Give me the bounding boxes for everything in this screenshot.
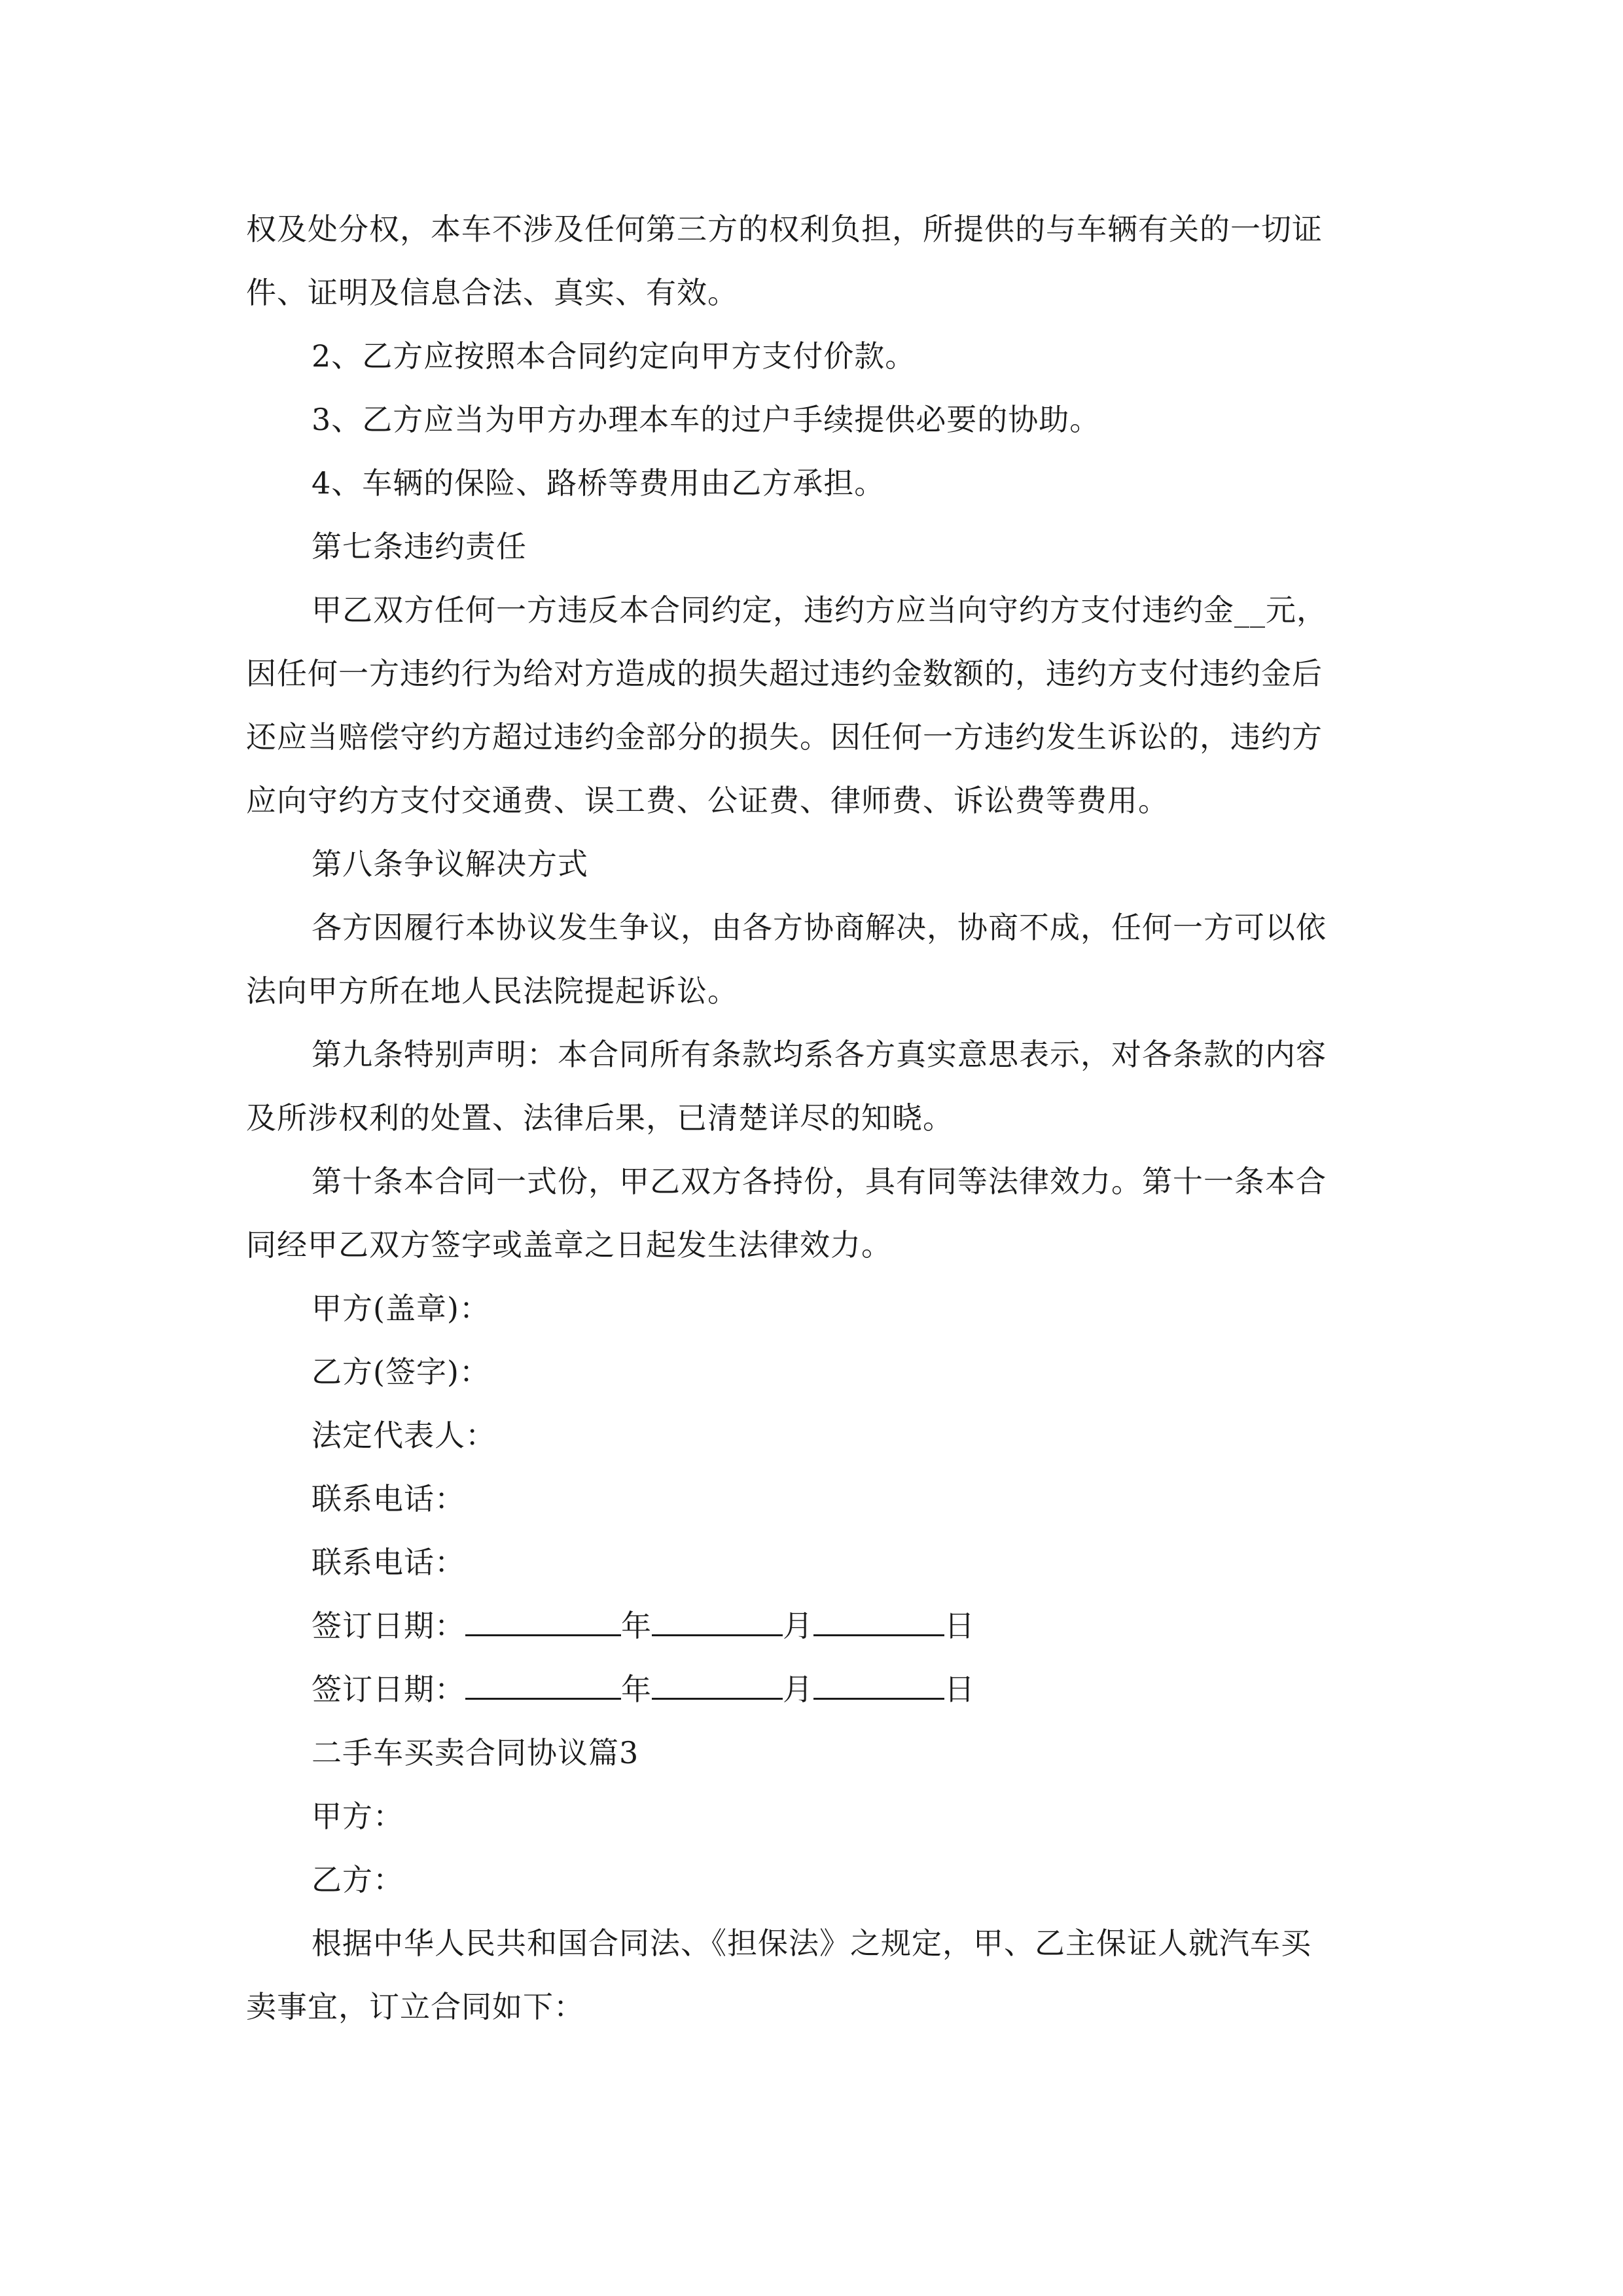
year-blank	[465, 1608, 621, 1636]
month-label: 月	[783, 1608, 813, 1643]
party-a-label: 甲方：	[312, 1799, 404, 1834]
paragraph-line: 及所涉权利的处置、法律后果，已清楚详尽的知晓。	[246, 1100, 954, 1136]
paragraph-line: 同经甲乙双方签字或盖章之日起发生法律效力。	[246, 1227, 892, 1263]
legal-rep-label: 法定代表人：	[312, 1418, 496, 1453]
section-heading: 第八条争议解决方式	[312, 846, 588, 882]
section-heading: 第七条违约责任	[312, 529, 527, 564]
day-blank	[813, 1608, 944, 1636]
paragraph-line: 应向守约方支付交通费、误工费、公证费、律师费、诉讼费等费用。	[246, 783, 1169, 818]
paragraph-line: 卖事宜，订立合同如下：	[246, 1989, 584, 2024]
month-label: 月	[783, 1672, 813, 1707]
year-label: 年	[621, 1672, 652, 1707]
phone-label: 联系电话：	[312, 1481, 465, 1516]
sign-date-row	[312, 1606, 975, 1645]
year-blank	[465, 1672, 621, 1700]
clause-item: 4、车辆的保险、路桥等费用由乙方承担。	[312, 465, 885, 501]
month-blank	[652, 1672, 783, 1700]
party-b-sign-label: 乙方(签字)：	[312, 1354, 490, 1390]
party-a-seal-label: 甲方(盖章)：	[312, 1291, 490, 1326]
paragraph-line: 权及处分权，本车不涉及任何第三方的权利负担，所提供的与车辆有关的一切证	[246, 211, 1323, 247]
day-label: 日	[944, 1672, 975, 1707]
clause-item: 2、乙方应按照本合同约定向甲方支付价款。	[312, 338, 916, 374]
party-b-label: 乙方：	[312, 1862, 404, 1897]
paragraph-line: 甲乙双方任何一方违反本合同约定，违约方应当向守约方支付违约金__元，	[312, 592, 1327, 628]
document-title: 二手车买卖合同协议篇3	[312, 1735, 639, 1770]
paragraph-line: 第十条本合同一式份，甲乙双方各持份，具有同等法律效力。第十一条本合	[312, 1164, 1327, 1199]
clause-item: 3、乙方应当为甲方办理本车的过户手续提供必要的协助。	[312, 402, 1101, 437]
paragraph-line: 法向甲方所在地人民法院提起诉讼。	[246, 973, 738, 1009]
month-blank	[652, 1608, 783, 1636]
paragraph-line: 各方因履行本协议发生争议，由各方协商解决，协商不成，任何一方可以依	[312, 910, 1327, 945]
paragraph-line: 因任何一方违约行为给对方造成的损失超过违约金数额的，违约方支付违约金后	[246, 656, 1323, 691]
day-label: 日	[944, 1608, 975, 1643]
day-blank	[813, 1672, 944, 1700]
sign-date-label: 签订日期：	[312, 1672, 465, 1707]
year-label: 年	[621, 1608, 652, 1643]
paragraph-line: 件、证明及信息合法、真实、有效。	[246, 275, 738, 310]
phone-label: 联系电话：	[312, 1545, 465, 1580]
sign-date-label: 签订日期：	[312, 1608, 465, 1643]
paragraph-line: 根据中华人民共和国合同法、《担保法》之规定，甲、乙主保证人就汽车买	[312, 1926, 1311, 1961]
paragraph-line: 还应当赔偿守约方超过违约金部分的损失。因任何一方违约发生诉讼的，违约方	[246, 719, 1323, 755]
paragraph-line: 第九条特别声明：本合同所有条款均系各方真实意思表示，对各条款的内容	[312, 1037, 1327, 1072]
sign-date-row	[312, 1670, 975, 1709]
